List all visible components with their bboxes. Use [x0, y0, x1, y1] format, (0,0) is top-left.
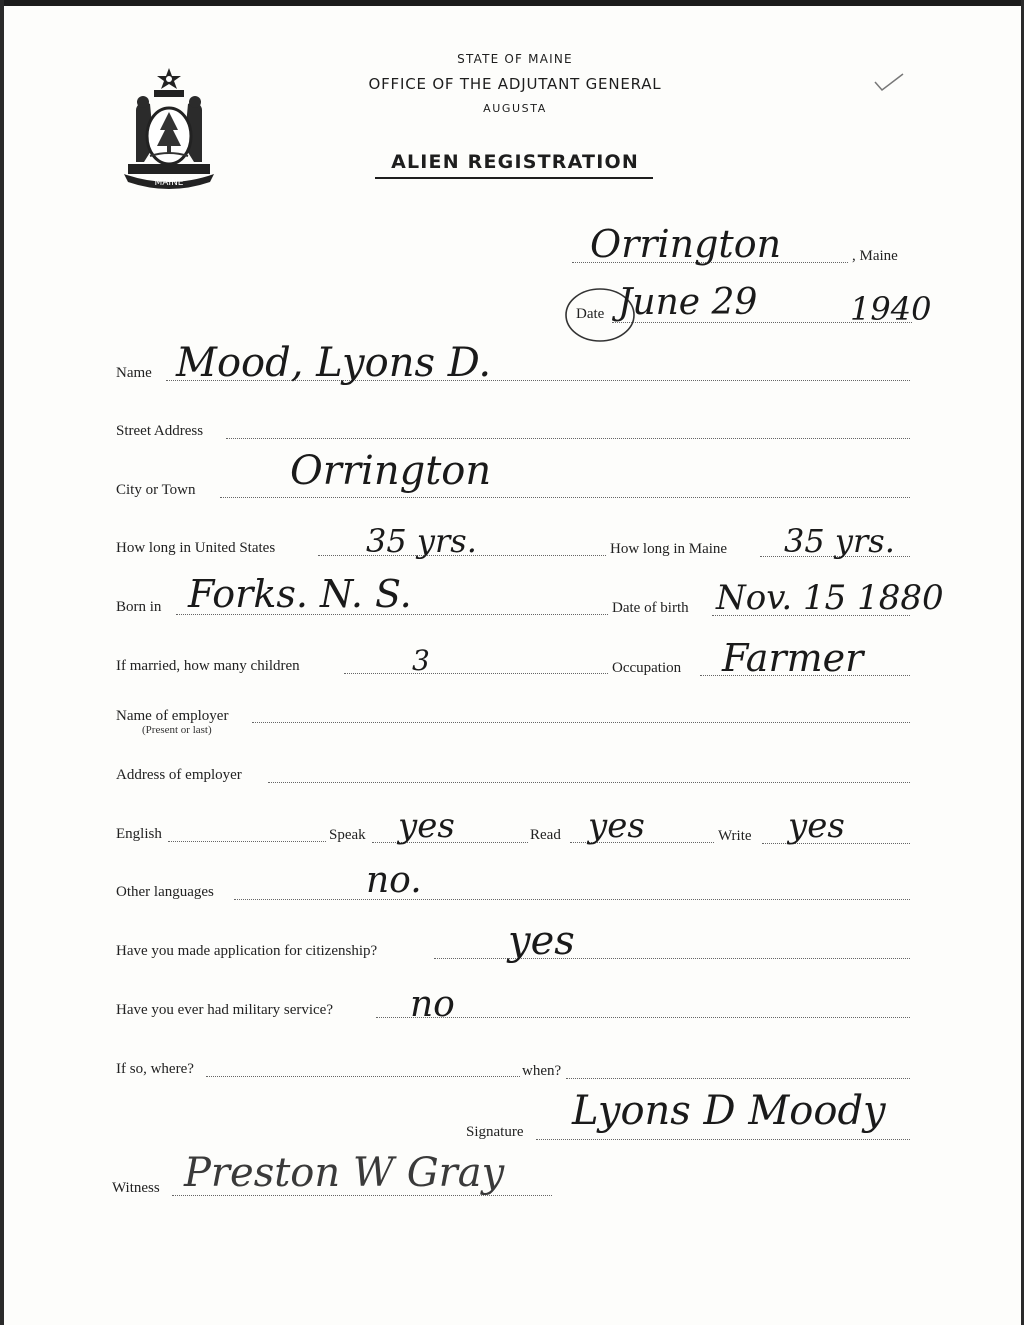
citizenship-value: yes	[508, 918, 575, 964]
employer-sublabel: (Present or last)	[142, 724, 212, 736]
seal-text: MAINE	[154, 178, 184, 188]
date-label: Date	[576, 306, 605, 322]
born-in-value: Forks. N. S.	[188, 572, 412, 616]
where-line	[206, 1076, 520, 1077]
write-value: yes	[788, 806, 845, 846]
office-heading: OFFICE OF THE ADJUTANT GENERAL	[368, 75, 662, 93]
children-value: 3	[412, 644, 430, 677]
checkmark-icon	[873, 72, 905, 94]
employer-address-line	[268, 782, 910, 783]
signature-value: Lyons D Moody	[572, 1088, 886, 1134]
place-suffix: , Maine	[852, 248, 898, 264]
title-underline	[375, 177, 653, 179]
where-label: If so, where?	[116, 1061, 194, 1077]
born-in-label: Born in	[116, 599, 162, 615]
dob-label: Date of birth	[612, 600, 689, 616]
military-line	[376, 1017, 910, 1018]
signature-line	[536, 1139, 910, 1140]
employer-line	[252, 722, 910, 723]
other-languages-value: no.	[366, 860, 422, 901]
children-label: If married, how many children	[116, 658, 300, 674]
date-month-day: June 29	[618, 282, 758, 323]
employer-address-label: Address of employer	[116, 767, 242, 783]
place-value: Orrington	[590, 222, 782, 266]
city-label: City or Town	[116, 482, 196, 498]
military-label: Have you ever had military service?	[116, 1002, 333, 1018]
years-us-value: 35 yrs.	[366, 522, 477, 560]
form-title: ALIEN REGISTRATION	[391, 151, 639, 173]
when-line	[566, 1078, 910, 1079]
witness-value: Preston W Gray	[184, 1150, 505, 1196]
street-line	[226, 438, 910, 439]
city-line	[220, 497, 910, 498]
children-line	[344, 673, 608, 674]
other-languages-line	[234, 899, 910, 900]
citizenship-line	[434, 958, 910, 959]
years-us-label: How long in United States	[116, 540, 276, 556]
when-label: when?	[522, 1063, 562, 1079]
english-label: English	[116, 826, 162, 842]
speak-value: yes	[398, 806, 455, 846]
name-label: Name	[116, 365, 152, 381]
read-value: yes	[588, 806, 645, 846]
date-year: 1940	[850, 290, 932, 328]
scan-border-left	[0, 0, 4, 1325]
english-line	[168, 841, 326, 842]
city-value: Orrington	[290, 448, 492, 494]
state-heading: STATE OF MAINE	[457, 52, 573, 66]
city-heading: AUGUSTA	[483, 102, 547, 115]
military-value: no	[410, 984, 455, 1025]
name-value: Mood, Lyons D.	[176, 340, 492, 386]
scan-border-top	[0, 0, 1024, 6]
citizenship-label: Have you made application for citizenship?	[116, 943, 378, 959]
occupation-value: Farmer	[722, 636, 864, 680]
dob-value: Nov. 15 1880	[716, 578, 944, 618]
maine-state-seal-icon	[114, 66, 224, 190]
years-maine-label: How long in Maine	[610, 541, 728, 557]
write-label: Write	[718, 828, 752, 844]
other-languages-label: Other languages	[116, 884, 214, 900]
employer-label: Name of employer	[116, 708, 229, 724]
speak-label: Speak	[329, 827, 366, 843]
signature-label: Signature	[466, 1124, 524, 1140]
years-maine-value: 35 yrs.	[784, 522, 895, 560]
read-label: Read	[530, 827, 561, 843]
witness-label: Witness	[112, 1180, 160, 1196]
occupation-label: Occupation	[612, 660, 682, 676]
street-label: Street Address	[116, 423, 204, 439]
